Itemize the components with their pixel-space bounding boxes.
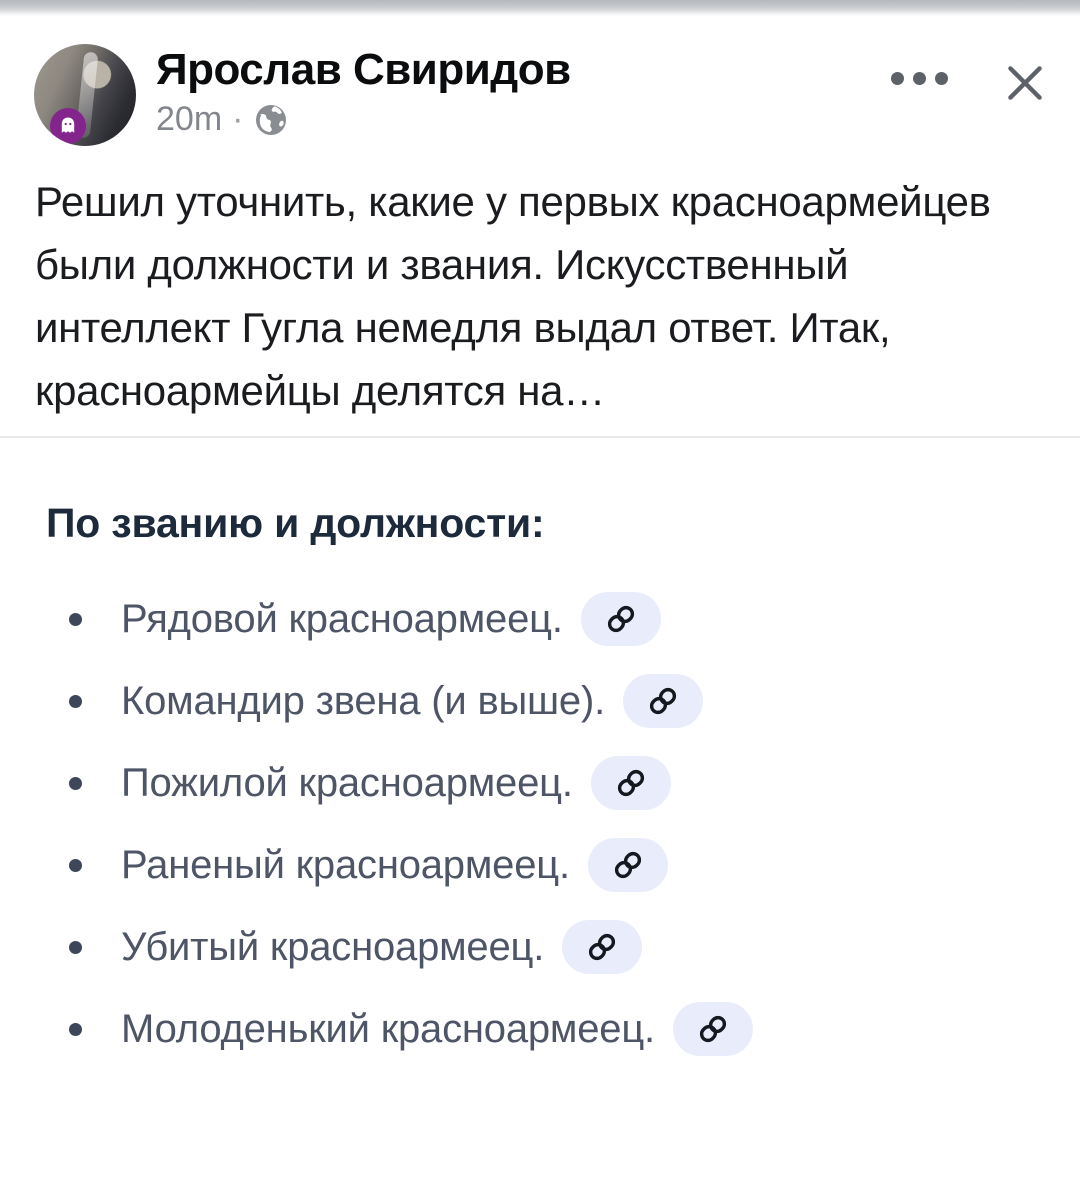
avatar[interactable] [34, 44, 136, 146]
ghost-badge-icon [50, 108, 86, 144]
post-meta [156, 100, 885, 139]
list-item-label: Пожилой красноармеец. [121, 761, 573, 805]
dot-icon [913, 72, 926, 85]
more-options-button[interactable] [885, 66, 954, 91]
post-header [0, 16, 1080, 146]
list-item [46, 673, 1050, 729]
bullet-icon [69, 613, 82, 626]
link-icon [611, 848, 645, 882]
source-link-chip[interactable] [588, 838, 668, 892]
globe-icon [253, 102, 289, 138]
meta-separator: · [232, 100, 244, 139]
post-text: Решил уточнить, какие у первых красноармейцев были должности и звания. Искусственный интеллект Гугла немедля выдал ответ. Итак, красноармейцы делятся на… [35, 178, 991, 414]
link-icon [604, 602, 638, 636]
bullet-icon [69, 1023, 82, 1036]
list-item-label: Командир звена (и выше). [121, 679, 606, 723]
author-name[interactable]: Ярослав Свиридов [156, 45, 571, 94]
source-link-chip[interactable] [623, 674, 703, 728]
timestamp[interactable]: 20m [156, 100, 223, 139]
list-item-label: Убитый красноармеец. [121, 925, 545, 969]
list-item [46, 837, 1050, 893]
ai-answer-screenshot [0, 438, 1080, 1057]
list-item [46, 1001, 1050, 1057]
bullet-icon [69, 941, 82, 954]
top-edge-strip [0, 0, 1080, 16]
header-info [156, 44, 885, 139]
list-item [46, 919, 1050, 975]
header-actions [885, 58, 1050, 108]
link-icon [646, 684, 680, 718]
list-item [46, 755, 1050, 811]
bullet-icon [69, 859, 82, 872]
bullet-icon [69, 777, 82, 790]
ai-answer-heading: По званию и должности: [46, 500, 545, 546]
source-link-chip[interactable] [591, 756, 671, 810]
link-icon [614, 766, 648, 800]
source-link-chip[interactable] [562, 920, 642, 974]
source-link-chip[interactable] [673, 1002, 753, 1056]
bullet-icon [69, 695, 82, 708]
source-link-chip[interactable] [581, 592, 661, 646]
link-icon [696, 1012, 730, 1046]
dot-icon [935, 72, 948, 85]
close-icon [1000, 58, 1050, 108]
ai-answer-list [46, 591, 1050, 1057]
list-item-label: Молоденький красноармеец. [121, 1007, 655, 1051]
list-item-label: Рядовой красноармеец. [121, 597, 563, 641]
link-icon [585, 930, 619, 964]
close-button[interactable] [1000, 58, 1050, 108]
list-item [46, 591, 1050, 647]
list-item-label: Раненый красноармеец. [121, 843, 570, 887]
dot-icon [891, 72, 904, 85]
